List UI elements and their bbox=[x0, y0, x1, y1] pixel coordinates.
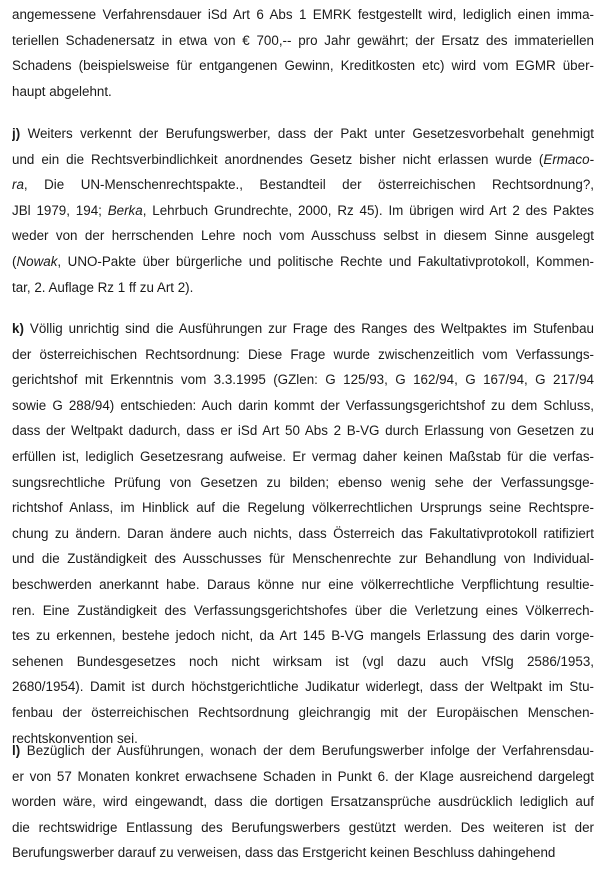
text-line bbox=[12, 316, 594, 342]
text-line bbox=[12, 28, 594, 54]
text-segment: tes zu erkennen, bestehe jedoch nicht, da Art 145 B-VG mangels Erlassung des darin vorge- bbox=[12, 628, 594, 644]
text-line bbox=[12, 470, 594, 496]
text-segment: er von 57 Monaten konkret erwachsene Schaden in Punkt 6. der Klage ausreichend dargelegt bbox=[12, 768, 594, 784]
text-segment: , Die UN-Menschenrechtspakte., Bestandteil der österreichischen Rechtsordnung?, bbox=[23, 177, 594, 193]
text-line bbox=[12, 198, 594, 224]
text-segment: teriellen Schadenersatz in etwa von € 700,-- pro Jahr gewährt; der Ersatz des immateriellen bbox=[12, 32, 594, 48]
text-line bbox=[12, 521, 594, 547]
text-line bbox=[12, 623, 594, 649]
text-segment: 2680/1954). Damit ist durch höchstgerichtliche Judikatur widerlegt, dass der Weltpakt im Stu- bbox=[12, 679, 594, 695]
text-segment: , UNO-Pakte über bürgerliche und politische Rechte und Fakultativprotokoll, Kommen- bbox=[57, 253, 594, 269]
text-line bbox=[12, 700, 594, 726]
text-line bbox=[12, 840, 594, 866]
paragraph-k bbox=[12, 316, 594, 751]
text-segment: Schadens (beispielsweise für entgangenen Gewinn, Kreditkosten etc) wird vom EGMR über- bbox=[12, 58, 594, 74]
text-segment: sungsrechtliche Prüfung von Gesetzen zu bilden; ebenso wenig sehe der Verfassungsge- bbox=[12, 474, 594, 490]
text-segment: ( bbox=[12, 253, 17, 269]
text-line bbox=[12, 367, 594, 393]
text-segment: Bezüglich der Ausführungen, wonach der dem Berufungswerber infolge der Verfahrensdau- bbox=[20, 743, 594, 758]
citation-author: Ermaco- bbox=[543, 151, 594, 167]
text-segment: chung zu ändern. Daran ändere auch nichts, dass Österreich das Fakultativprotokoll ratifiziert bbox=[12, 525, 594, 541]
text-line bbox=[12, 674, 594, 700]
text-segment: worden wäre, wird eingewandt, dass die dortigen Ersatzansprüche ausdrücklich lediglich auf bbox=[12, 794, 594, 810]
citation-author: Berka bbox=[107, 202, 143, 218]
text-line bbox=[12, 444, 594, 470]
text-line bbox=[12, 121, 594, 147]
citation-author: ra bbox=[12, 177, 24, 193]
paragraph-marker: l) bbox=[12, 743, 21, 758]
text-line bbox=[12, 572, 594, 598]
text-segment: erfüllen ist, lediglich Gesetzesrang aufweise. Er vermag daher keinen Maßstab für die verfas- bbox=[12, 448, 594, 464]
text-segment: fenbau der österreichischen Rechtsordnung gleichrangig mit der Europäischen Menschen- bbox=[12, 704, 594, 720]
paragraph-intro bbox=[12, 2, 594, 104]
text-line bbox=[12, 393, 594, 419]
citation-author: Nowak bbox=[16, 253, 58, 269]
text-line bbox=[12, 249, 594, 275]
text-line bbox=[12, 764, 594, 790]
paragraph-l bbox=[12, 738, 594, 866]
text-segment: JBl 1979, 194; bbox=[12, 202, 108, 218]
text-segment: richtshof Anlass, im Hinblick auf die Regelung völkerrechtlichen Ursprungs seine Rechtspre- bbox=[12, 500, 594, 516]
text-segment: und ein die Rechtsverbindlichkeit anordnendes Gesetz bisher nicht erlassen wurde ( bbox=[12, 151, 544, 167]
text-segment: beschwerden anerkannt habe. Daraus könne nur eine völkerrechtliche Verpflichtung resultie- bbox=[12, 576, 594, 592]
paragraph-j bbox=[12, 121, 594, 300]
text-segment: tar, 2. Auflage Rz 1 ff zu Art 2). bbox=[12, 279, 194, 295]
text-line bbox=[12, 546, 594, 572]
text-line bbox=[12, 342, 594, 368]
text-line bbox=[12, 147, 594, 173]
text-segment: ren. Eine Zuständigkeit des Verfassungsgerichtshofes über die Verletzung eines Völkerrech- bbox=[12, 602, 594, 618]
text-segment: Berufungswerber darauf zu verweisen, dass das Erstgericht keinen Beschluss dahingehend bbox=[12, 845, 556, 861]
text-segment: weder von der herrschenden Lehre noch vom Ausschuss selbst in diesem Sinne ausgelegt bbox=[12, 228, 594, 244]
text-segment: haupt abgelehnt. bbox=[12, 83, 112, 99]
paragraph-marker: k) bbox=[12, 321, 24, 336]
text-segment: sehenen Bundesgesetzes noch nicht wirksam ist (vgl dazu auch VfSlg 2586/1953, bbox=[12, 653, 594, 669]
text-segment: gerichtshof mit Erkenntnis vom 3.3.1995 (GZlen: G 125/93, G 162/94, G 167/94, G 217/94 bbox=[12, 372, 594, 388]
text-segment: der österreichischen Rechtsordnung: Diese Frage wurde zwischenzeitlich vom Verfassungs- bbox=[12, 346, 594, 362]
text-line bbox=[12, 738, 594, 764]
text-segment: , Lehrbuch Grundrechte, 2000, Rz 45). Im übrigen wird Art 2 des Paktes bbox=[142, 202, 594, 218]
text-segment: rechtskonvention sei. bbox=[12, 730, 138, 746]
text-segment: Völlig unrichtig sind die Ausführungen zur Frage des Ranges des Weltpaktes im Stufenbau bbox=[23, 321, 594, 336]
text-line bbox=[12, 418, 594, 444]
text-segment: angemessene Verfahrensdauer iSd Art 6 Abs 1 EMRK festgestellt wird, lediglich einen imma- bbox=[12, 7, 594, 22]
paragraph-marker: j) bbox=[12, 126, 21, 141]
text-segment: und die Zuständigkeit des Ausschusses für Menschenrechte zur Behandlung von Individual- bbox=[12, 551, 594, 567]
text-line bbox=[12, 649, 594, 675]
text-segment: dass der Weltpakt dadurch, dass er iSd Art 50 Abs 2 B-VG durch Erlassung von Gesetzen zu bbox=[12, 423, 594, 439]
text-line bbox=[12, 275, 594, 301]
text-segment: Weiters verkennt der Berufungswerber, dass der Pakt unter Gesetzesvorbehalt genehmigt bbox=[20, 126, 594, 141]
text-line bbox=[12, 172, 594, 198]
text-line bbox=[12, 495, 594, 521]
text-line bbox=[12, 53, 594, 79]
text-line bbox=[12, 789, 594, 815]
text-line bbox=[12, 79, 594, 105]
text-line bbox=[12, 815, 594, 841]
text-line bbox=[12, 598, 594, 624]
text-segment: die rechtswidrige Entlassung des Berufungswerbers gestützt werden. Des weiteren ist der bbox=[12, 819, 594, 835]
text-line bbox=[12, 2, 594, 28]
text-line bbox=[12, 223, 594, 249]
text-segment: sowie G 288/94) entschieden: Auch darin kommt der Verfassungsgerichtshof zu dem Schluss, bbox=[12, 397, 594, 413]
